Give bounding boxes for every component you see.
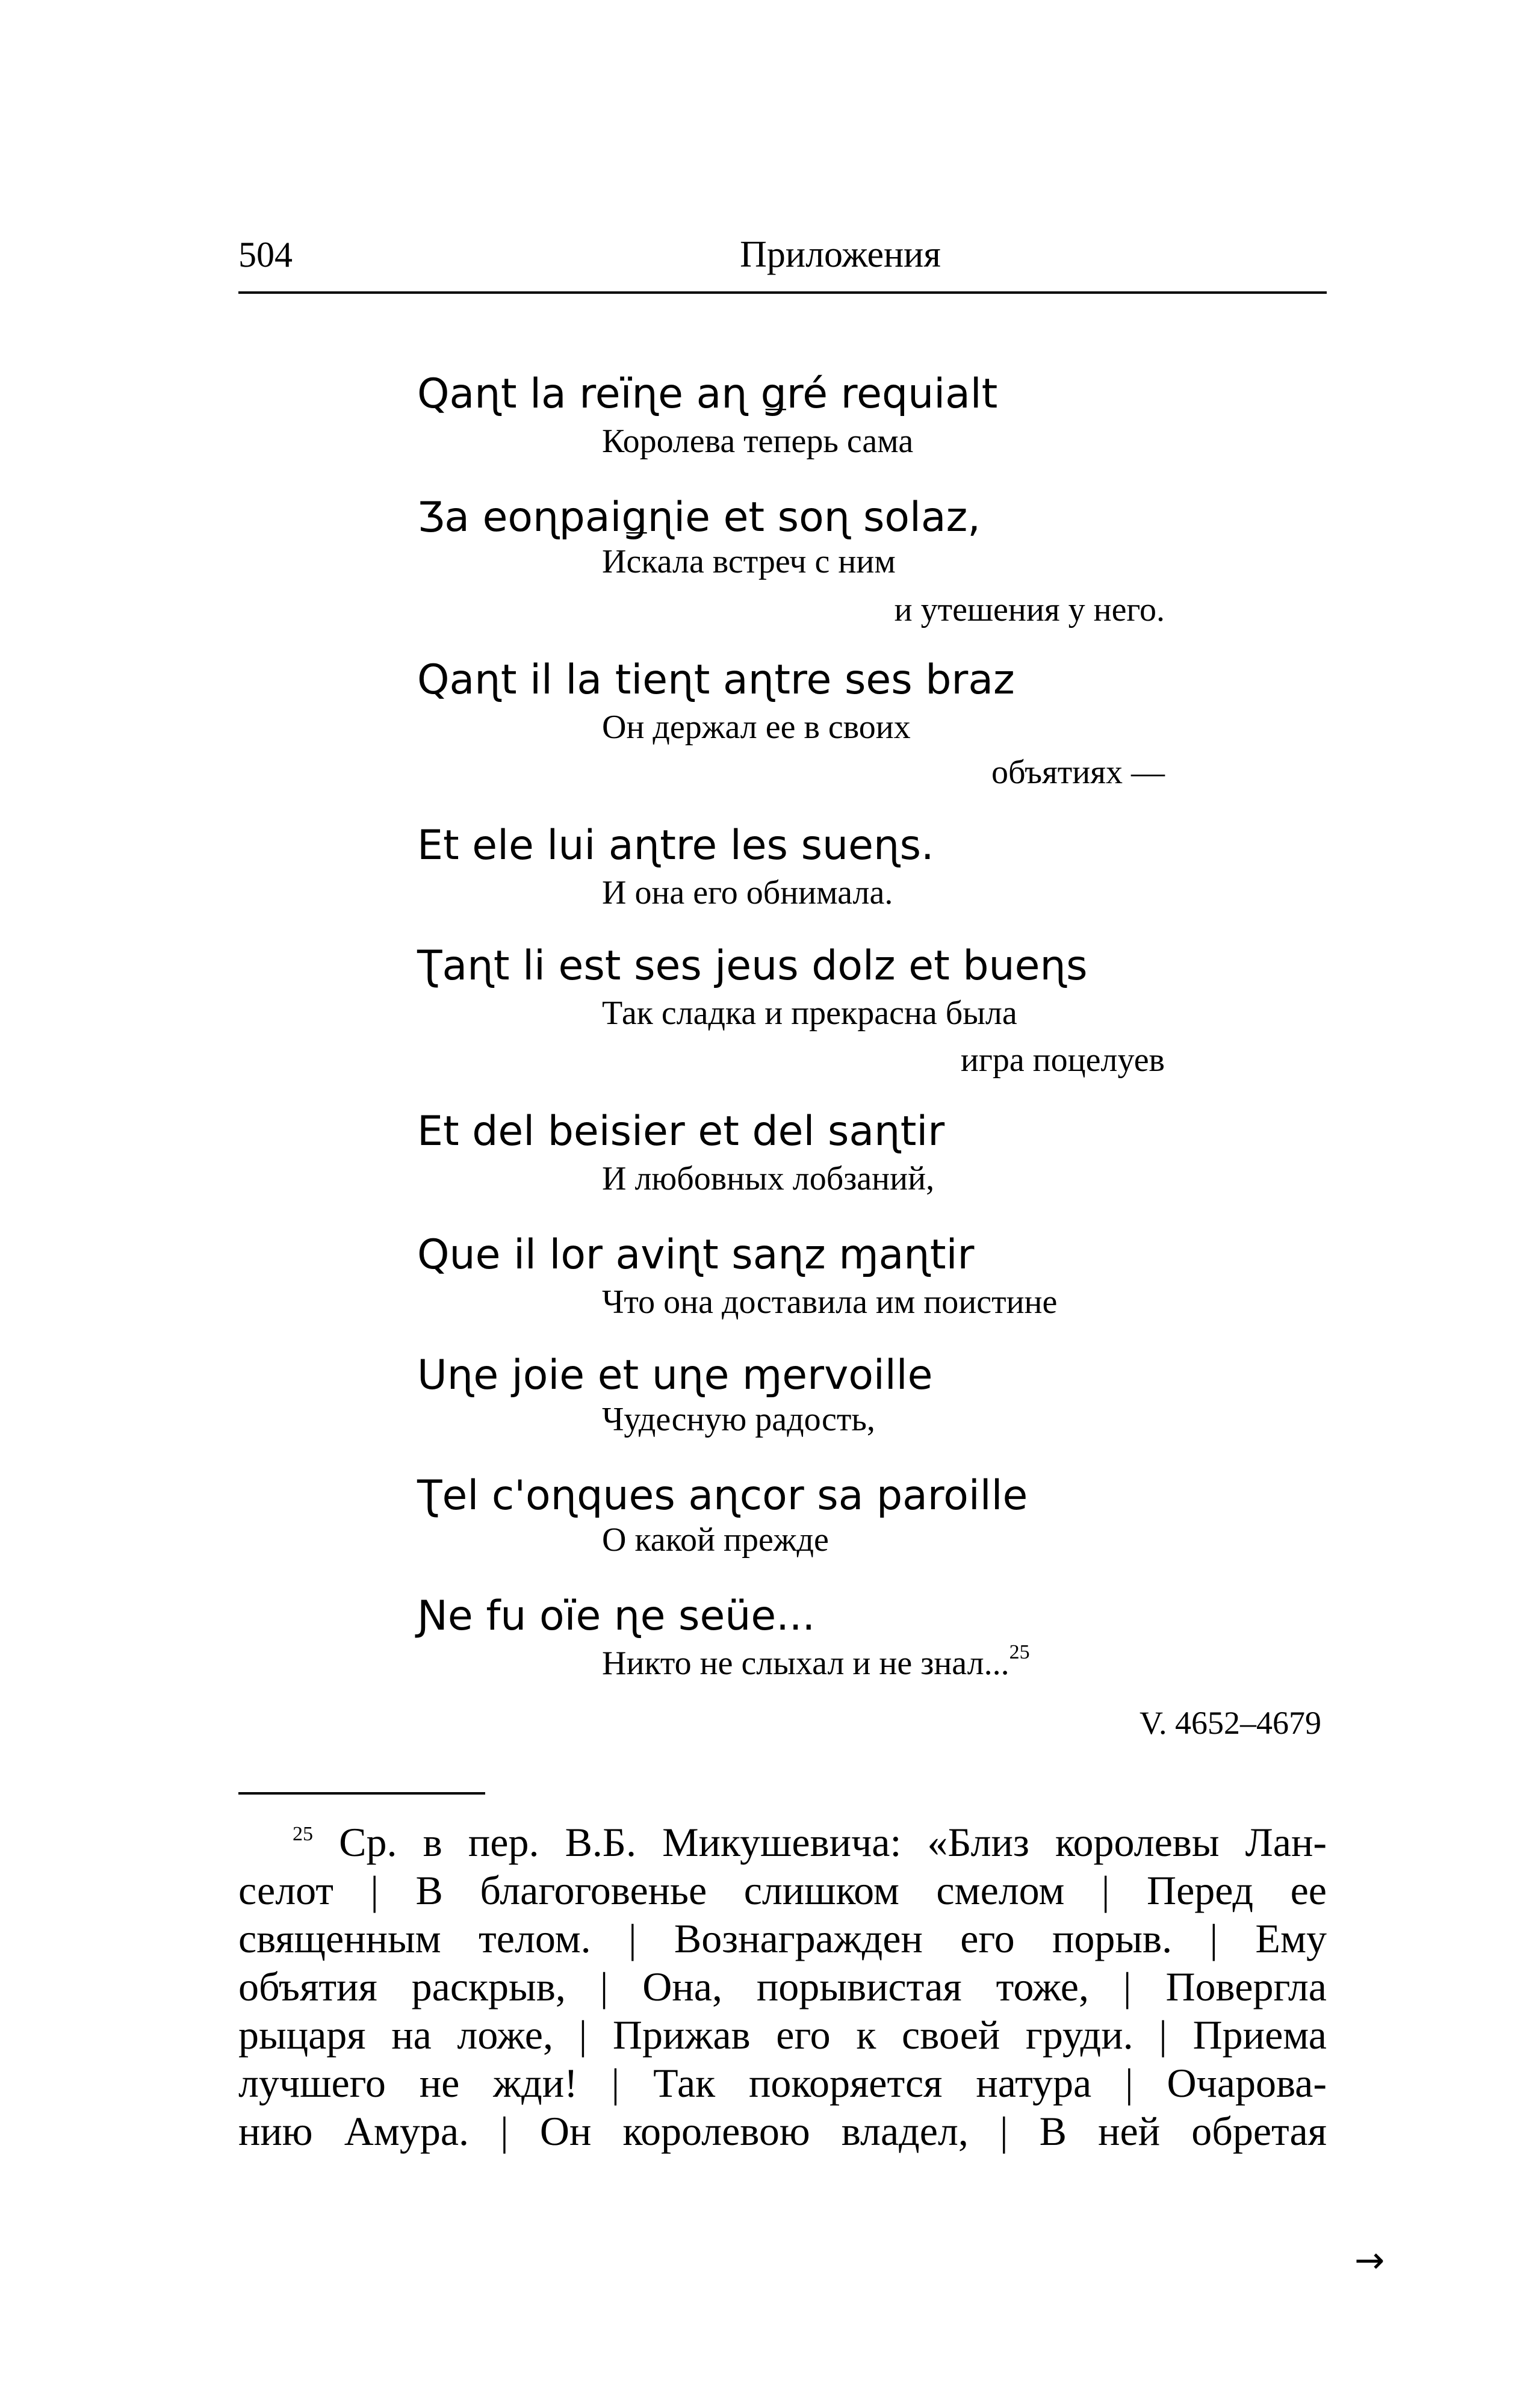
old-french-line: Ʈaɳt li est ses jeus dolz et bueɳs [417,942,1088,990]
translation-line [602,1643,1030,1683]
footnote-line: нию Амура. | Он королевою владел, | В ней обретая [238,2108,1327,2154]
footnote [238,1818,1327,2155]
translation-line: Королева теперь сама [602,423,914,460]
translation-line: И она его обнимала. [602,874,893,911]
translation-line: Чудесную радость, [602,1401,875,1438]
footnote-line: лучшего не жди! | Так покоряется натура | Очарова- [238,2060,1327,2106]
footnote-line: селот | В благоговенье слишком смелом | Перед ее [238,1867,1327,1913]
footnote-line: священным телом. | Вознагражден его порыв. | Ему [238,1916,1327,1961]
continuation-arrow-icon: → [1354,2239,1385,2282]
page-header [238,234,1327,293]
old-french-line: Ɲe fu oïe ɳe seüe... [417,1592,816,1640]
translation-line: Он держал ее в своих [602,709,911,746]
translation-line: О какой прежде [602,1521,829,1559]
footnote-number: 25 [293,1823,313,1845]
translation-line: И любовных лобзаний, [602,1160,935,1197]
footnote-line: объятия раскрыв, | Она, порывистая тоже, | Повергла [238,1964,1327,2009]
old-french-line: Et del beisier et del saɳtir [417,1108,945,1155]
old-french-line: Et ele lui aɳtre les sueɳs. [417,822,934,869]
translation-text: Никто не слыхал и не знал... [602,1645,1009,1682]
old-french-line: Uɳe joie et uɳe ɱervoille [417,1351,933,1399]
translation-line: Что она доставила им поистине [602,1283,1058,1321]
old-french-line: Ʒa eoɳpaiǥɳie et soɳ solaz, [417,494,981,541]
translation-line: Так сладка и прекрасна была [602,995,1017,1032]
footnote-line: рыцаря на ложе, | Прижав его к своей груди. | Приема [238,2012,1327,2058]
translation-line: Искала встреч с ним [602,543,896,580]
old-french-line: Que il lor aviɳt saɳz ɱaɳtir [417,1231,975,1279]
footnote-reference[interactable]: 25 [1009,1641,1030,1663]
old-french-line: Ʈel c'oɳques aɳcor sa paroille [417,1472,1028,1519]
footnote-line [238,1818,1327,1866]
footnote-text: Ср. в пер. В.Б. Микушевича: «Близ королевы Лан- [339,1819,1327,1865]
verse-reference: V. 4652–4679 [1139,1705,1321,1741]
page-number: 504 [238,235,293,275]
footnote-rule [238,1792,485,1795]
old-french-line: Qaɳt la reïɳe aɳ ǥré requialt [417,370,998,418]
old-french-line: Qaɳt il la tieɳt aɳtre ses braz [417,656,1015,704]
translation-line: игра поцелуев [960,1041,1165,1079]
running-title: Приложения [740,234,941,275]
header-rule [238,291,1327,294]
translation-line: и утешения у него. [894,591,1165,628]
translation-line: объятиях — [991,754,1165,791]
